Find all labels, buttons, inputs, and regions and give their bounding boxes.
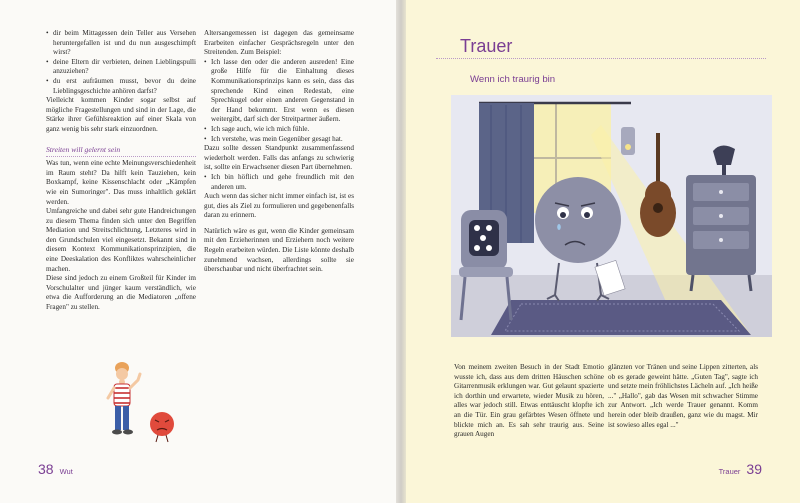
list-item: • Ich verstehe, was mein Gegenüber gesagt hat. — [204, 135, 354, 145]
boy-figure — [108, 362, 140, 435]
list-item: • dir beim Mittagessen dein Teller aus Versehen heruntergefallen ist und du nun ausgeschimpft wirst? — [46, 29, 196, 58]
paragraph: Auch wenn das sicher nicht immer einfach ist, ist es gut, dies als Ziel zu formulieren und gegebenenfalls daran zu erinnern. — [204, 192, 354, 220]
right-column-2: glänzten vor Tränen und seine Lippen zitterten, als ob es gerade geweint hätte. „Guten Tag", sagte ich und setzte mein fröhlichstes Lächeln auf. „Ich heiße ..." „Hallo", gab das Wesen mit schwacher Stimme zur Antwort. „Ich werde Trauer genannt. Komm herein oder bleib draußen, ganz wie du magst. Mir ist sowieso alles egal ..." — [608, 363, 758, 429]
section-heading: Streiten will gelernt sein — [46, 145, 196, 158]
right-folio — [713, 461, 762, 479]
title-divider — [436, 58, 766, 59]
left-column-1 — [46, 29, 196, 313]
paragraph: Vielleicht kommen Kinder sogar selbst auf mögliche Fragestellungen und sind in der Lage, die Stärke ihrer Gefühlsreaktion auf einer Skala von ganz wenig bis sehr stark einzuordnen. — [46, 96, 196, 133]
page-number: 38 — [38, 461, 54, 477]
list-item: • Ich sage auch, wie ich mich fühle. — [204, 125, 354, 135]
left-folio — [38, 461, 79, 479]
list-item: • Ich bin höflich und gehe freundlich mit den anderen um. — [204, 173, 354, 192]
bullet-list — [204, 58, 354, 144]
boy-and-anger-figure-illustration — [92, 358, 202, 448]
right-column-1: Von meinem zweiten Besuch in der Stadt Emotio wusste ich, dass aus dem dritten Häuschen schöne Gitarrenmusik erklungen war. Gut gelaunt spazierte ich dorthin und erwartete, wieder Musik zu hören, alles war jedoch still. Etwas enttäuscht klopfte ich an die Tür. Ein grau gefärbtes Wesen öffnete und blickte mich an. Es sah sehr traurig aus. Seine grauen Augen — [454, 363, 604, 439]
dresser — [686, 175, 756, 291]
chapter-label: Trauer — [718, 467, 741, 476]
list-item: • deine Eltern dir verbieten, deinen Lieblingspulli anzuziehen? — [46, 58, 196, 77]
paragraph: Natürlich wäre es gut, wenn die Kinder gemeinsam mit den Erzieherinnen und Erziehern noch weitere Regeln erarbeiten würden. Die Liste könnte deshalb zunehmend wachsen, allerdings sollte sie überschaubar und nicht überfrachtet sein. — [204, 226, 354, 274]
chapter-label: Wut — [59, 467, 73, 476]
paragraph: Umfangreiche und dabei sehr gute Handreichungen zu diesem Thema finden sich unter den Begriffen Mediation und Streitschlichtung, Letzteres wird in den Grundschulen viel eingesetzt. Bekannt sind in diesem Kontext Kommunikationsprinzipien, die eine Deeskalation des Konfliktes wahrscheinlicher machen. — [46, 207, 196, 273]
paragraph: Altersangemessen ist dagegen das gemeinsame Erarbeiten einfacher Gesprächsregeln unter den Streitenden. Zum Beispiel: — [204, 29, 354, 57]
list-item: • du erst aufräumen musst, bevor du deine Lieblingsgeschichte anhören darfst? — [46, 77, 196, 96]
wall-lamp — [621, 127, 635, 155]
bullet-list — [204, 173, 354, 192]
paragraph: Dazu sollte dessen Standpunkt zusammenfassend wiederholt werden. Falls das anfangs zu schwierig ist, sollte ein Erwachsener diesen Part übernehmen. — [204, 144, 354, 172]
chapter-subtitle: Wenn ich traurig bin — [470, 74, 556, 85]
left-column-2 — [204, 29, 354, 275]
page-number: 39 — [746, 461, 762, 477]
book-gutter — [396, 0, 406, 503]
paragraph: Diese sind jedoch zu einem Großteil für Kinder im Vorschulalter und jünger kaum verständlich, wie etwa die Aufforderung an die Mediatoren „offene Fragen" zu stellen. — [46, 274, 196, 312]
chapter-title: Trauer — [460, 36, 513, 56]
list-item: • Ich lasse den oder die anderen ausreden! Eine große Hilfe für die Einhaltung dieses Kommunikationsprinzips kann es sein, dass das sprechende Kind einen Redestab, eine Sprechkugel oder einen anderen Gegenstand in der Hand bekommt. Erst wenn es diesen weitergibt, darf sich der Streitpartner äußern. — [204, 58, 354, 125]
paragraph: Was tun, wenn eine echte Meinungsverschiedenheit im Raum steht? Da hilft kein Tauziehen, kein Boxkampf, keine Kissenschlacht oder „Kämpfen wie ein Sumoringer". Das muss inhaltlich geklärt werden. — [46, 159, 196, 206]
sad-grey-creature-illustration — [451, 95, 772, 337]
rug — [491, 300, 751, 335]
bullet-list — [46, 29, 196, 96]
red-anger-figure — [150, 412, 174, 442]
